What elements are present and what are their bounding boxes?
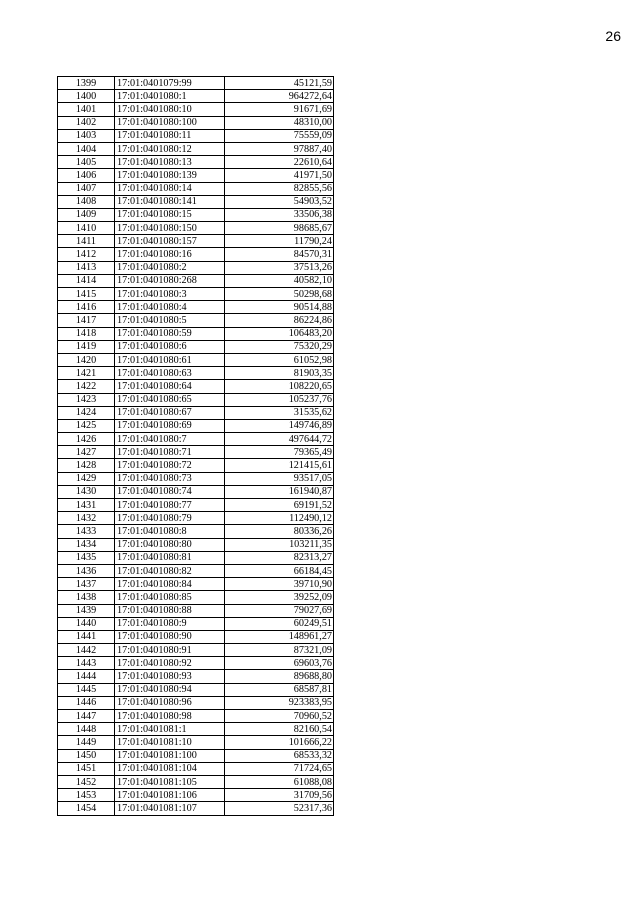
value-cell: 68533,32 — [225, 749, 334, 762]
cadastral-number-cell: 17:01:0401080:74 — [115, 485, 225, 498]
value-cell: 497644,72 — [225, 433, 334, 446]
row-number-cell: 1410 — [58, 222, 115, 235]
cadastral-number-cell: 17:01:0401080:2 — [115, 261, 225, 274]
value-cell: 22610,64 — [225, 156, 334, 169]
row-number-cell: 1453 — [58, 789, 115, 802]
table-row — [58, 762, 334, 775]
cadastral-number-cell: 17:01:0401080:71 — [115, 446, 225, 459]
cadastral-number-cell: 17:01:0401080:59 — [115, 327, 225, 340]
cadastral-number-cell: 17:01:0401080:8 — [115, 525, 225, 538]
table-row — [58, 551, 334, 564]
table-row — [58, 129, 334, 142]
row-number-cell: 1445 — [58, 683, 115, 696]
table-row — [58, 327, 334, 340]
table-row — [58, 116, 334, 129]
row-number-cell: 1421 — [58, 367, 115, 380]
value-cell: 71724,65 — [225, 762, 334, 775]
row-number-cell: 1425 — [58, 419, 115, 432]
row-number-cell: 1428 — [58, 459, 115, 472]
table-row — [58, 222, 334, 235]
cadastral-number-cell: 17:01:0401081:107 — [115, 802, 225, 815]
value-cell: 31535,62 — [225, 406, 334, 419]
cadastral-number-cell: 17:01:0401080:85 — [115, 591, 225, 604]
cadastral-number-cell: 17:01:0401080:11 — [115, 129, 225, 142]
row-number-cell: 1406 — [58, 169, 115, 182]
table-row — [58, 749, 334, 762]
row-number-cell: 1403 — [58, 129, 115, 142]
row-number-cell: 1432 — [58, 512, 115, 525]
cadastral-number-cell: 17:01:0401081:100 — [115, 749, 225, 762]
value-cell: 112490,12 — [225, 512, 334, 525]
row-number-cell: 1454 — [58, 802, 115, 815]
table-row — [58, 630, 334, 643]
value-cell: 148961,27 — [225, 630, 334, 643]
value-cell: 84570,31 — [225, 248, 334, 261]
table-row — [58, 459, 334, 472]
cadastral-number-cell: 17:01:0401080:84 — [115, 578, 225, 591]
row-number-cell: 1399 — [58, 77, 115, 90]
row-number-cell: 1424 — [58, 406, 115, 419]
table-row — [58, 644, 334, 657]
row-number-cell: 1449 — [58, 736, 115, 749]
row-number-cell: 1418 — [58, 327, 115, 340]
cadastral-number-cell: 17:01:0401080:96 — [115, 696, 225, 709]
value-cell: 86224,86 — [225, 314, 334, 327]
cadastral-number-cell: 17:01:0401080:72 — [115, 459, 225, 472]
table-row — [58, 802, 334, 815]
table-row — [58, 525, 334, 538]
cadastral-number-cell: 17:01:0401080:139 — [115, 169, 225, 182]
row-number-cell: 1416 — [58, 301, 115, 314]
cadastral-number-cell: 17:01:0401080:7 — [115, 433, 225, 446]
value-cell: 80336,26 — [225, 525, 334, 538]
cadastral-number-cell: 17:01:0401080:90 — [115, 630, 225, 643]
table-row — [58, 789, 334, 802]
table-row — [58, 485, 334, 498]
value-cell: 66184,45 — [225, 564, 334, 577]
cadastral-number-cell: 17:01:0401080:141 — [115, 195, 225, 208]
cadastral-number-cell: 17:01:0401081:104 — [115, 762, 225, 775]
cadastral-number-cell: 17:01:0401080:100 — [115, 116, 225, 129]
value-cell: 68587,81 — [225, 683, 334, 696]
row-number-cell: 1408 — [58, 195, 115, 208]
cadastral-number-cell: 17:01:0401080:3 — [115, 288, 225, 301]
row-number-cell: 1443 — [58, 657, 115, 670]
row-number-cell: 1435 — [58, 551, 115, 564]
value-cell: 69603,76 — [225, 657, 334, 670]
table-row — [58, 380, 334, 393]
value-cell: 79027,69 — [225, 604, 334, 617]
row-number-cell: 1448 — [58, 723, 115, 736]
cadastral-number-cell: 17:01:0401080:16 — [115, 248, 225, 261]
value-cell: 91671,69 — [225, 103, 334, 116]
row-number-cell: 1414 — [58, 274, 115, 287]
value-cell: 33506,38 — [225, 208, 334, 221]
row-number-cell: 1434 — [58, 538, 115, 551]
value-cell: 52317,36 — [225, 802, 334, 815]
value-cell: 81903,35 — [225, 367, 334, 380]
value-cell: 37513,26 — [225, 261, 334, 274]
row-number-cell: 1420 — [58, 353, 115, 366]
row-number-cell: 1405 — [58, 156, 115, 169]
row-number-cell: 1442 — [58, 644, 115, 657]
table-row — [58, 419, 334, 432]
value-cell: 89688,80 — [225, 670, 334, 683]
value-cell: 90514,88 — [225, 301, 334, 314]
table-row — [58, 657, 334, 670]
table-row — [58, 736, 334, 749]
cadastral-number-cell: 17:01:0401080:77 — [115, 499, 225, 512]
table-row — [58, 683, 334, 696]
value-cell: 82855,56 — [225, 182, 334, 195]
row-number-cell: 1452 — [58, 775, 115, 788]
table-row — [58, 195, 334, 208]
table-row — [58, 670, 334, 683]
value-cell: 101666,22 — [225, 736, 334, 749]
row-number-cell: 1451 — [58, 762, 115, 775]
cadastral-number-cell: 17:01:0401080:94 — [115, 683, 225, 696]
row-number-cell: 1450 — [58, 749, 115, 762]
table-row — [58, 446, 334, 459]
cadastral-number-cell: 17:01:0401080:63 — [115, 367, 225, 380]
value-cell: 82313,27 — [225, 551, 334, 564]
row-number-cell: 1417 — [58, 314, 115, 327]
row-number-cell: 1438 — [58, 591, 115, 604]
row-number-cell: 1436 — [58, 564, 115, 577]
table-row — [58, 208, 334, 221]
cadastral-value-table — [57, 76, 334, 816]
cadastral-number-cell: 17:01:0401080:9 — [115, 617, 225, 630]
cadastral-number-cell: 17:01:0401080:92 — [115, 657, 225, 670]
cadastral-number-cell: 17:01:0401079:99 — [115, 77, 225, 90]
table-row — [58, 235, 334, 248]
cadastral-number-cell: 17:01:0401080:15 — [115, 208, 225, 221]
row-number-cell: 1422 — [58, 380, 115, 393]
table-row — [58, 288, 334, 301]
row-number-cell: 1429 — [58, 472, 115, 485]
value-cell: 108220,65 — [225, 380, 334, 393]
row-number-cell: 1426 — [58, 433, 115, 446]
table-row — [58, 248, 334, 261]
table-row — [58, 433, 334, 446]
row-number-cell: 1402 — [58, 116, 115, 129]
value-cell: 60249,51 — [225, 617, 334, 630]
row-number-cell: 1401 — [58, 103, 115, 116]
table-row — [58, 393, 334, 406]
cadastral-number-cell: 17:01:0401080:10 — [115, 103, 225, 116]
row-number-cell: 1441 — [58, 630, 115, 643]
cadastral-number-cell: 17:01:0401080:268 — [115, 274, 225, 287]
table-row — [58, 367, 334, 380]
value-cell: 39710,90 — [225, 578, 334, 591]
row-number-cell: 1400 — [58, 90, 115, 103]
value-cell: 50298,68 — [225, 288, 334, 301]
row-number-cell: 1412 — [58, 248, 115, 261]
cadastral-number-cell: 17:01:0401080:93 — [115, 670, 225, 683]
value-cell: 45121,59 — [225, 77, 334, 90]
table-row — [58, 578, 334, 591]
row-number-cell: 1411 — [58, 235, 115, 248]
table-row — [58, 301, 334, 314]
table-row — [58, 182, 334, 195]
cadastral-number-cell: 17:01:0401080:12 — [115, 142, 225, 155]
cadastral-number-cell: 17:01:0401081:1 — [115, 723, 225, 736]
cadastral-number-cell: 17:01:0401080:73 — [115, 472, 225, 485]
table-row — [58, 775, 334, 788]
value-cell: 87321,09 — [225, 644, 334, 657]
cadastral-number-cell: 17:01:0401080:14 — [115, 182, 225, 195]
table-row — [58, 512, 334, 525]
table-row — [58, 142, 334, 155]
value-cell: 70960,52 — [225, 710, 334, 723]
value-cell: 121415,61 — [225, 459, 334, 472]
row-number-cell: 1447 — [58, 710, 115, 723]
cadastral-number-cell: 17:01:0401080:1 — [115, 90, 225, 103]
row-number-cell: 1423 — [58, 393, 115, 406]
value-cell: 161940,87 — [225, 485, 334, 498]
page-number: 26 — [605, 28, 621, 44]
row-number-cell: 1415 — [58, 288, 115, 301]
cadastral-number-cell: 17:01:0401081:105 — [115, 775, 225, 788]
value-cell: 923383,95 — [225, 696, 334, 709]
value-cell: 82160,54 — [225, 723, 334, 736]
cadastral-number-cell: 17:01:0401080:98 — [115, 710, 225, 723]
table-body — [58, 77, 334, 816]
value-cell: 69191,52 — [225, 499, 334, 512]
table-row — [58, 353, 334, 366]
row-number-cell: 1433 — [58, 525, 115, 538]
row-number-cell: 1427 — [58, 446, 115, 459]
cadastral-number-cell: 17:01:0401080:82 — [115, 564, 225, 577]
value-cell: 11790,24 — [225, 235, 334, 248]
cadastral-number-cell: 17:01:0401080:67 — [115, 406, 225, 419]
value-cell: 79365,49 — [225, 446, 334, 459]
table-row — [58, 406, 334, 419]
row-number-cell: 1413 — [58, 261, 115, 274]
value-cell: 97887,40 — [225, 142, 334, 155]
value-cell: 93517,05 — [225, 472, 334, 485]
cadastral-number-cell: 17:01:0401080:69 — [115, 419, 225, 432]
table-row — [58, 90, 334, 103]
table-row — [58, 340, 334, 353]
cadastral-number-cell: 17:01:0401080:88 — [115, 604, 225, 617]
row-number-cell: 1407 — [58, 182, 115, 195]
row-number-cell: 1439 — [58, 604, 115, 617]
value-cell: 31709,56 — [225, 789, 334, 802]
value-cell: 106483,20 — [225, 327, 334, 340]
table-row — [58, 314, 334, 327]
value-cell: 103211,35 — [225, 538, 334, 551]
cadastral-number-cell: 17:01:0401080:157 — [115, 235, 225, 248]
cadastral-number-cell: 17:01:0401080:65 — [115, 393, 225, 406]
table-row — [58, 77, 334, 90]
cadastral-number-cell: 17:01:0401080:61 — [115, 353, 225, 366]
cadastral-number-cell: 17:01:0401080:91 — [115, 644, 225, 657]
value-cell: 48310,00 — [225, 116, 334, 129]
cadastral-number-cell: 17:01:0401080:150 — [115, 222, 225, 235]
table-row — [58, 591, 334, 604]
table-row — [58, 156, 334, 169]
row-number-cell: 1404 — [58, 142, 115, 155]
cadastral-number-cell: 17:01:0401080:81 — [115, 551, 225, 564]
table-row — [58, 169, 334, 182]
row-number-cell: 1409 — [58, 208, 115, 221]
table-row — [58, 472, 334, 485]
row-number-cell: 1437 — [58, 578, 115, 591]
table-row — [58, 564, 334, 577]
value-cell: 105237,76 — [225, 393, 334, 406]
value-cell: 149746,89 — [225, 419, 334, 432]
cadastral-number-cell: 17:01:0401080:79 — [115, 512, 225, 525]
row-number-cell: 1446 — [58, 696, 115, 709]
value-cell: 98685,67 — [225, 222, 334, 235]
cadastral-number-cell: 17:01:0401080:6 — [115, 340, 225, 353]
value-cell: 61088,08 — [225, 775, 334, 788]
table-row — [58, 274, 334, 287]
cadastral-number-cell: 17:01:0401081:10 — [115, 736, 225, 749]
row-number-cell: 1430 — [58, 485, 115, 498]
value-cell: 40582,10 — [225, 274, 334, 287]
table-row — [58, 499, 334, 512]
row-number-cell: 1419 — [58, 340, 115, 353]
table-row — [58, 538, 334, 551]
row-number-cell: 1444 — [58, 670, 115, 683]
row-number-cell: 1440 — [58, 617, 115, 630]
table-row — [58, 710, 334, 723]
cadastral-number-cell: 17:01:0401080:13 — [115, 156, 225, 169]
table-row — [58, 604, 334, 617]
cadastral-number-cell: 17:01:0401080:4 — [115, 301, 225, 314]
row-number-cell: 1431 — [58, 499, 115, 512]
value-cell: 61052,98 — [225, 353, 334, 366]
cadastral-number-cell: 17:01:0401080:64 — [115, 380, 225, 393]
cadastral-number-cell: 17:01:0401080:80 — [115, 538, 225, 551]
table-row — [58, 261, 334, 274]
value-cell: 41971,50 — [225, 169, 334, 182]
value-cell: 75320,29 — [225, 340, 334, 353]
cadastral-number-cell: 17:01:0401080:5 — [115, 314, 225, 327]
table-row — [58, 696, 334, 709]
value-cell: 39252,09 — [225, 591, 334, 604]
table-row — [58, 723, 334, 736]
cadastral-number-cell: 17:01:0401081:106 — [115, 789, 225, 802]
value-cell: 75559,09 — [225, 129, 334, 142]
value-cell: 54903,52 — [225, 195, 334, 208]
table-row — [58, 103, 334, 116]
table-row — [58, 617, 334, 630]
value-cell: 964272,64 — [225, 90, 334, 103]
